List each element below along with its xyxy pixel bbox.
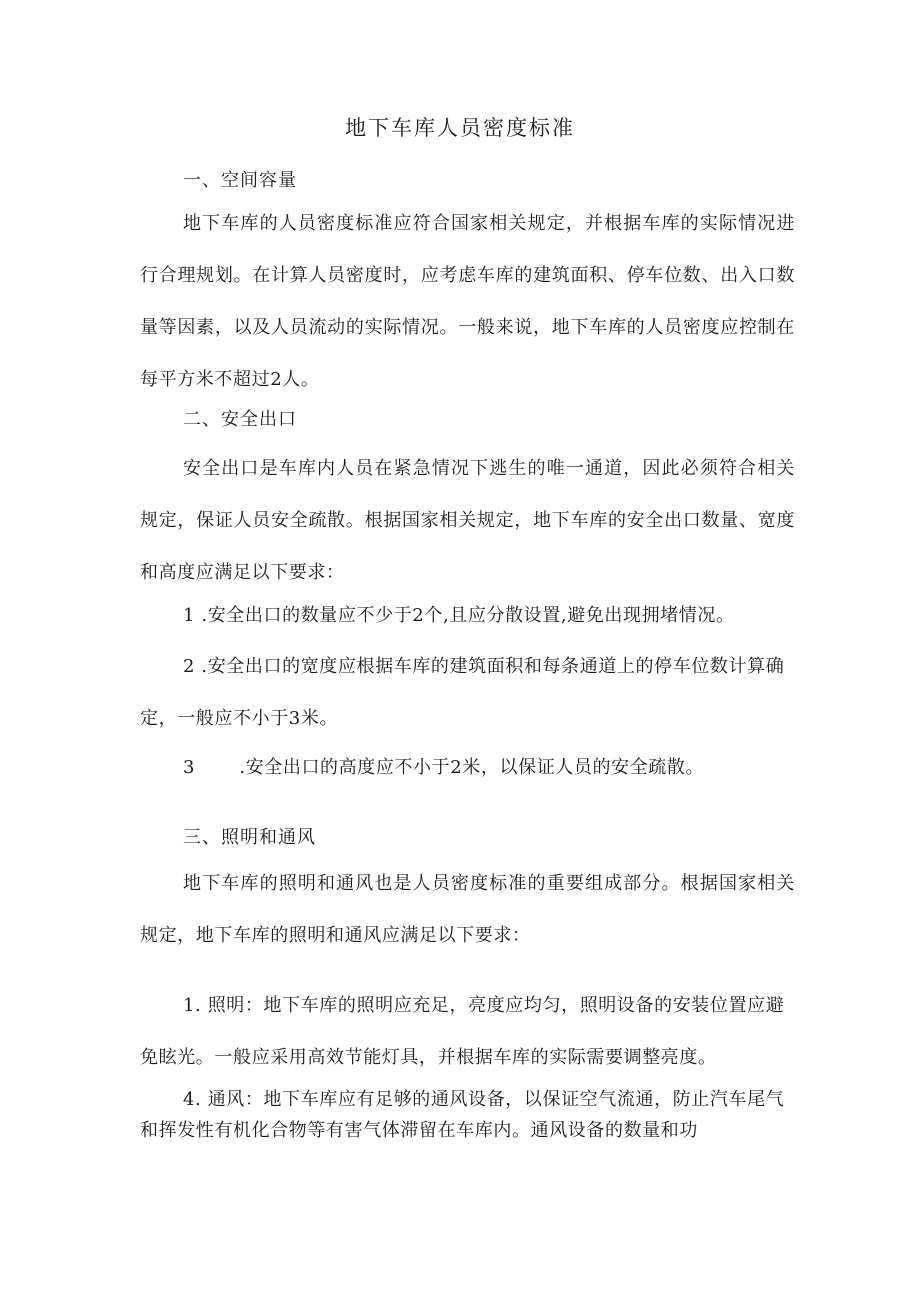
section-heading-safety-exit: 二、安全出口 [183,409,297,430]
list-item-number: 3 [183,757,196,778]
list-item [140,590,795,642]
section-heading-space-capacity: 一、空间容量 [183,170,297,191]
list-item-text: 照明：地下车库的照明应充足，亮度应均匀，照明设备的安装位置应避免眩光。一般应采用高效节能灯具，并根据车库的实际需要调整亮度。 [140,995,785,1068]
list-item [140,980,795,1084]
section-paragraph-safety-exit: 安全出口是车库内人员在紧急情况下逃生的唯一通道，因此必须符合相关规定，保证人员安全疏散。根据国家相关规定，地下车库的安全出口数量、宽度和高度应满足以下要求： [140,458,795,583]
list-item-text: 通风：地下车库应有足够的通风设备，以保证空气流通，防止汽车尾气和挥发性有机化合物等有害气体滞留在车库内。通风设备的数量和功 [140,1089,785,1141]
list-item [140,742,795,794]
list-item [140,641,795,745]
list-item-text: .安全出口的高度应不小于2米，以保证人员的安全疏散。 [239,757,705,778]
list-item [140,1084,795,1146]
list-item-number: 1 [183,605,196,626]
section-heading-lighting-ventilation: 三、照明和通风 [183,827,316,848]
section-paragraph-lighting-ventilation: 地下车库的照明和通风也是人员密度标准的重要组成部分。根据国家相关规定，地下车库的照明和通风应满足以下要求： [140,873,795,946]
list-item-number: 2 [183,656,196,677]
section-paragraph-space-capacity: 地下车库的人员密度标准应符合国家相关规定，并根据车库的实际情况进行合理规划。在计算人员密度时，应考虑车库的建筑面积、停车位数、出入口数量等因素，以及人员流动的实际情况。一般来说，地下车库的人员密度应控制在每平方米不超过2人。 [140,213,795,390]
document-title: 地下车库人员密度标准 [345,116,575,140]
list-item-text: .安全出口的宽度应根据车库的建筑面积和每条通道上的停车位数计算确定，一般应不小于3米。 [140,656,785,729]
list-item-number: 1. [183,995,202,1016]
list-item-text: .安全出口的数量应不少于2个,且应分散设置,避免出现拥堵情况。 [201,605,735,626]
list-item-number: 4. [183,1089,202,1110]
